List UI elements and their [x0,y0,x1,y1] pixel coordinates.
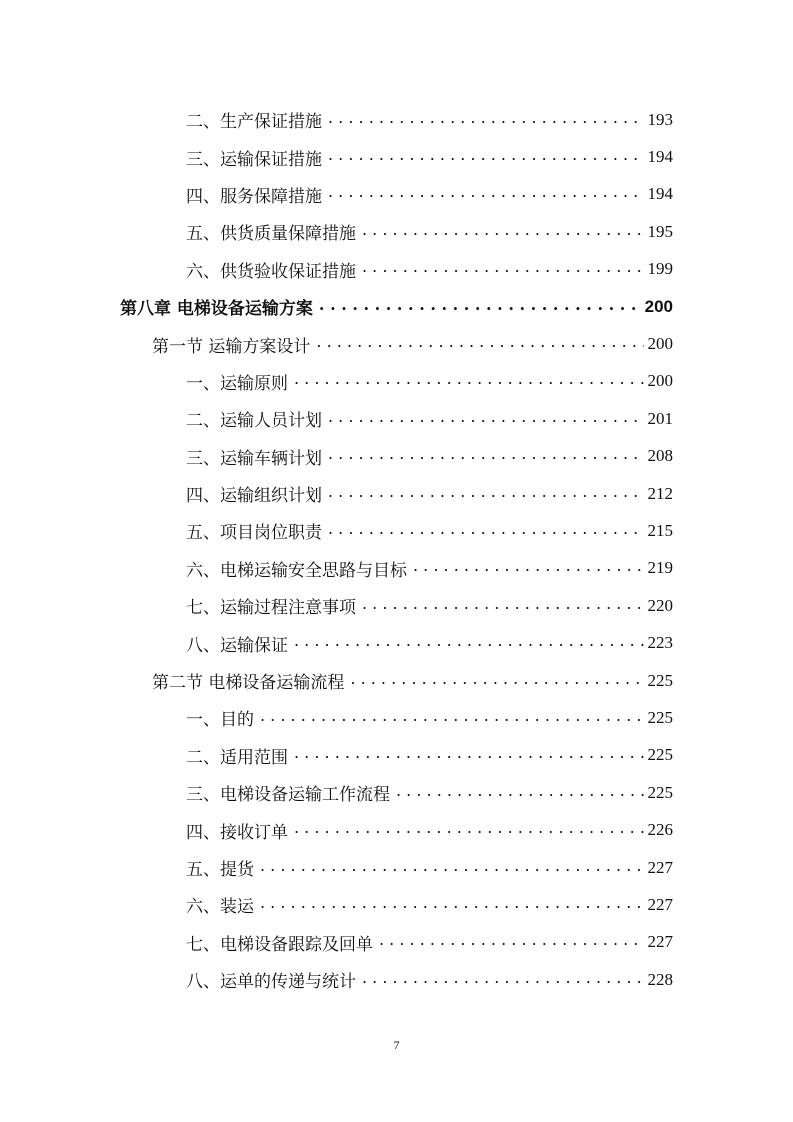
toc-entry-title: 六、装运 [186,897,254,918]
toc-entry-title: 二、适用范围 [186,747,288,768]
dot-leader [328,409,644,425]
toc-item-entry[interactable] [0,961,793,998]
toc-item-entry[interactable] [0,213,793,250]
toc-entry-page-number: 193 [647,109,673,129]
toc-entry-page-number: 200 [647,371,673,391]
toc-entry-title: 六、供货验收保证措施 [186,261,356,282]
toc-entry-page-number: 212 [647,483,673,503]
toc-entry-title: 六、电梯运输安全思路与目标 [186,560,407,581]
dot-leader [294,745,644,761]
toc-entry-page-number: 194 [647,184,673,204]
toc-entry-title: 四、服务保障措施 [186,186,322,207]
dot-leader [362,596,644,612]
toc-entry-page-number: 227 [647,932,673,952]
toc-item-entry[interactable] [0,774,793,811]
dot-leader [379,932,644,948]
toc-entry-title: 四、接收订单 [186,822,288,843]
toc-entry-title: 八、运单的传递与统计 [186,972,356,993]
toc-entry-page-number: 200 [644,296,673,316]
toc-entry-title: 二、生产保证措施 [186,112,322,133]
toc-entry-title: 七、电梯设备跟踪及回单 [186,934,373,955]
toc-entry-title: 五、供货质量保障措施 [186,224,356,245]
dot-leader [294,371,644,387]
page-number: 7 [393,1038,400,1052]
toc-item-entry[interactable] [0,624,793,661]
toc-item-entry[interactable] [0,438,793,475]
toc-section-entry[interactable] [0,662,793,699]
toc-entry-page-number: 226 [647,820,673,840]
dot-leader [328,484,644,500]
toc-entry-title: 第一节 运输方案设计 [152,336,311,357]
toc-entry-title: 第八章 电梯设备运输方案 [120,299,313,320]
dot-leader [328,521,644,537]
toc-item-entry[interactable] [0,475,793,512]
toc-entry-page-number: 225 [647,670,673,690]
toc-entry-page-number: 220 [647,595,673,615]
toc-item-entry[interactable] [0,176,793,213]
toc-item-entry[interactable] [0,400,793,437]
table-of-contents [0,101,793,998]
dot-leader [413,558,644,574]
toc-chapter-entry[interactable] [0,288,793,325]
toc-item-entry[interactable] [0,699,793,736]
toc-entry-title: 五、项目岗位职责 [186,523,322,544]
dot-leader [362,222,644,238]
toc-entry-title: 七、运输过程注意事项 [186,598,356,619]
toc-item-entry[interactable] [0,512,793,549]
dot-leader [260,858,644,874]
toc-entry-title: 三、运输车辆计划 [186,448,322,469]
toc-entry-title: 第二节 电梯设备运输流程 [152,673,345,694]
toc-item-entry[interactable] [0,101,793,138]
toc-entry-title: 五、提货 [186,860,254,880]
toc-entry-page-number: 227 [647,857,673,877]
toc-item-entry[interactable] [0,138,793,175]
toc-entry-page-number: 219 [647,558,673,578]
toc-entry-page-number: 199 [647,259,673,279]
dot-leader [294,820,644,836]
dot-leader [328,147,644,163]
toc-entry-page-number: 201 [647,408,673,428]
toc-entry-page-number: 227 [647,894,673,914]
toc-entry-page-number: 200 [647,334,673,354]
toc-entry-page-number: 225 [647,707,673,727]
toc-item-entry[interactable] [0,550,793,587]
dot-leader [294,633,644,649]
toc-section-entry[interactable] [0,325,793,362]
toc-item-entry[interactable] [0,737,793,774]
toc-item-entry[interactable] [0,811,793,848]
toc-entry-page-number: 228 [647,969,673,989]
toc-item-entry[interactable] [0,251,793,288]
toc-item-entry[interactable] [0,363,793,400]
toc-entry-page-number: 195 [647,221,673,241]
toc-entry-title: 二、运输人员计划 [186,411,322,432]
dot-leader [316,334,643,350]
dot-leader [328,446,644,462]
toc-entry-title: 一、运输原则 [186,373,288,394]
toc-entry-title: 三、运输保证措施 [186,149,322,170]
toc-entry-page-number: 194 [647,147,673,167]
toc-entry-page-number: 225 [647,745,673,765]
dot-leader [328,184,644,200]
dot-leader [260,708,644,724]
dot-leader [328,110,644,126]
toc-entry-title: 八、运输保证 [186,635,288,656]
toc-entry-page-number: 215 [647,520,673,540]
dot-leader [362,259,644,275]
toc-entry-page-number: 208 [647,446,673,466]
toc-entry-title: 四、运输组织计划 [186,486,322,507]
toc-item-entry[interactable] [0,924,793,961]
toc-item-entry[interactable] [0,587,793,624]
dot-leader [260,895,644,911]
toc-item-entry[interactable] [0,849,793,886]
toc-entry-title: 一、目的 [186,710,254,731]
toc-entry-page-number: 225 [647,782,673,802]
dot-leader [319,297,641,313]
dot-leader [396,783,644,799]
toc-item-entry[interactable] [0,886,793,923]
dot-leader [362,970,644,986]
toc-entry-page-number: 223 [647,633,673,653]
toc-entry-title: 三、电梯设备运输工作流程 [186,785,390,806]
dot-leader [350,671,643,687]
